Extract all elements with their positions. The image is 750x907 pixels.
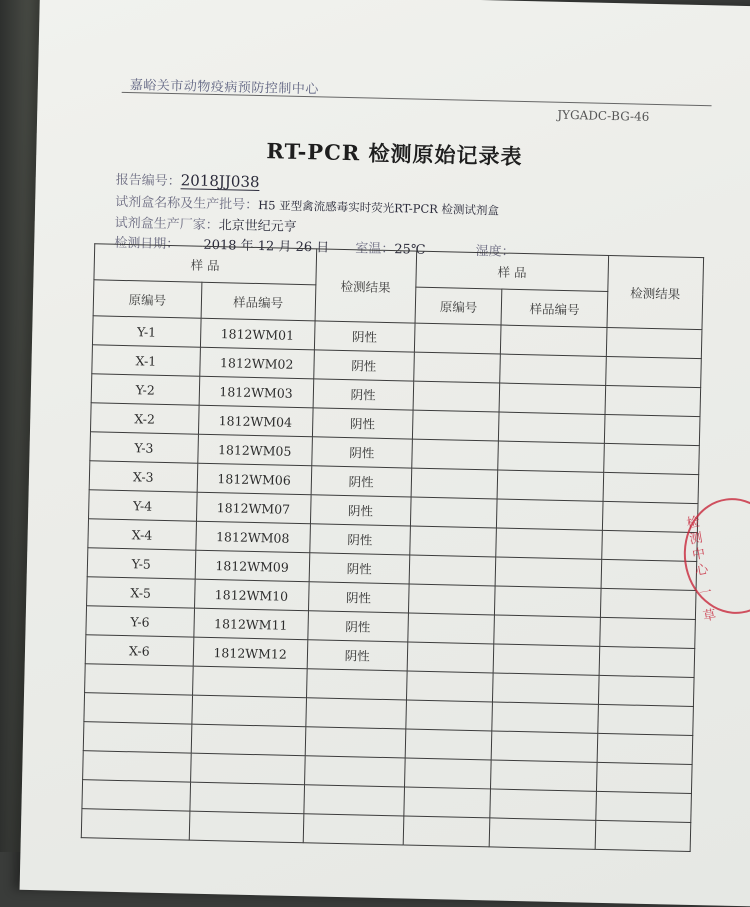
orig-no-header-left: 原编号 <box>93 280 201 318</box>
test-date-value: 2018 年 12 月 26 日 <box>203 238 329 256</box>
report-number-value: 2018JJ038 <box>181 171 260 191</box>
sample-header-left: 样 品 <box>94 244 316 285</box>
sample-no-cell: 1812WM07 <box>196 492 311 524</box>
result-cell: 阴性 <box>309 553 410 584</box>
empty-cell <box>498 441 604 472</box>
empty-cell <box>494 615 600 646</box>
empty-cell <box>494 644 600 675</box>
empty-cell <box>409 555 496 586</box>
empty-cell <box>501 325 607 356</box>
document-code: JYGADC-BG-46 <box>557 108 649 124</box>
result-cell: 阴性 <box>307 640 408 671</box>
empty-cell <box>601 559 697 590</box>
stamp-text: 检测中心 一 草 <box>681 514 719 626</box>
report-number-line <box>116 169 260 191</box>
orig-no-cell: X-4 <box>88 519 196 550</box>
sample-no-cell: 1812WM09 <box>195 550 310 582</box>
orig-no-cell: X-3 <box>89 461 197 492</box>
empty-cell <box>413 381 500 412</box>
empty-cell <box>603 472 699 503</box>
sample-header-right: 样 品 <box>416 251 609 291</box>
result-cell: 阴性 <box>312 408 413 439</box>
empty-cell <box>410 497 497 528</box>
result-cell: 阴性 <box>313 350 414 381</box>
sample-no-cell: 1812WM10 <box>194 579 309 611</box>
record-table <box>81 243 704 852</box>
sample-no-cell: 1812WM01 <box>200 318 315 350</box>
sample-no-cell: 1812WM03 <box>199 376 314 408</box>
orig-no-cell: Y-3 <box>90 432 198 463</box>
empty-cell <box>499 412 605 443</box>
empty-cell <box>604 443 700 474</box>
kit-maker-label: 试剂盒生产厂家： <box>115 216 219 233</box>
empty-cell <box>497 499 603 530</box>
empty-cell <box>408 584 495 615</box>
sample-no-cell: 1812WM02 <box>199 347 314 379</box>
result-cell: 阴性 <box>310 495 411 526</box>
record-body <box>81 316 702 852</box>
sample-no-cell: 1812WM05 <box>197 434 312 466</box>
result-header-right: 检测结果 <box>607 255 704 329</box>
orig-no-cell: X-2 <box>90 403 198 434</box>
orig-no-cell: X-5 <box>87 577 195 608</box>
orig-no-cell: X-1 <box>92 345 200 376</box>
room-temp-value: 25℃ <box>394 242 425 258</box>
empty-cell <box>412 410 499 441</box>
empty-cell <box>414 352 501 383</box>
result-cell: 阴性 <box>308 582 409 613</box>
kit-name-value: H5 亚型禽流感毒实时荧光RT-PCR 检测试剂盒 <box>258 198 499 217</box>
empty-cell <box>606 327 702 358</box>
sample-no-header-left: 样品编号 <box>201 282 316 321</box>
empty-cell <box>599 646 695 677</box>
test-date-label: 检测日期： <box>114 236 179 252</box>
empty-cell <box>600 588 696 619</box>
empty-cell <box>606 356 702 387</box>
result-cell: 阴性 <box>311 437 412 468</box>
orig-no-cell: Y-5 <box>87 548 195 579</box>
document-page <box>20 0 750 907</box>
sample-no-header-right: 样品编号 <box>501 289 607 327</box>
empty-cell <box>499 383 605 414</box>
empty-cell <box>411 468 498 499</box>
page-title: RT-PCR 检测原始记录表 <box>266 135 523 171</box>
result-cell: 阴性 <box>307 611 408 642</box>
orig-no-cell: Y-6 <box>86 606 194 637</box>
orig-no-cell: Y-1 <box>92 316 200 347</box>
empty-cell <box>496 528 602 559</box>
report-number-label: 报告编号： <box>116 173 181 189</box>
result-cell: 阴性 <box>313 379 414 410</box>
sample-no-cell: 1812WM11 <box>193 608 308 640</box>
empty-cell <box>604 414 700 445</box>
result-cell: 阴性 <box>314 321 415 352</box>
sample-no-cell: 1812WM12 <box>193 637 308 669</box>
kit-maker-value: 北京世纪元亨 <box>219 218 297 235</box>
empty-cell <box>412 439 499 470</box>
sample-no-cell: 1812WM08 <box>195 521 310 553</box>
humidity-label: 湿度： <box>475 244 514 260</box>
empty-cell <box>600 617 696 648</box>
sample-no-cell: 1812WM04 <box>198 405 313 437</box>
empty-cell <box>495 586 601 617</box>
orig-no-cell: Y-4 <box>89 490 197 521</box>
empty-cell <box>410 526 497 557</box>
kit-name-label: 试剂盒名称及生产批号： <box>115 195 258 213</box>
organization-header: 嘉峪关市动物疫病预防控制中心 <box>130 74 430 100</box>
result-cell: 阴性 <box>311 466 412 497</box>
result-cell: 阴性 <box>309 524 410 555</box>
empty-cell <box>408 613 495 644</box>
empty-cell <box>407 642 494 673</box>
empty-cell <box>496 557 602 588</box>
empty-cell <box>605 385 701 416</box>
empty-cell <box>414 323 501 354</box>
orig-no-cell: Y-2 <box>91 374 199 405</box>
empty-cell <box>497 470 603 501</box>
sample-no-cell: 1812WM06 <box>197 463 312 495</box>
orig-no-cell: X-6 <box>85 635 193 666</box>
orig-no-header-right: 原编号 <box>415 287 502 325</box>
room-temp-label: 室温： <box>355 241 394 257</box>
empty-cell <box>500 354 606 385</box>
result-header-left: 检测结果 <box>315 249 417 323</box>
